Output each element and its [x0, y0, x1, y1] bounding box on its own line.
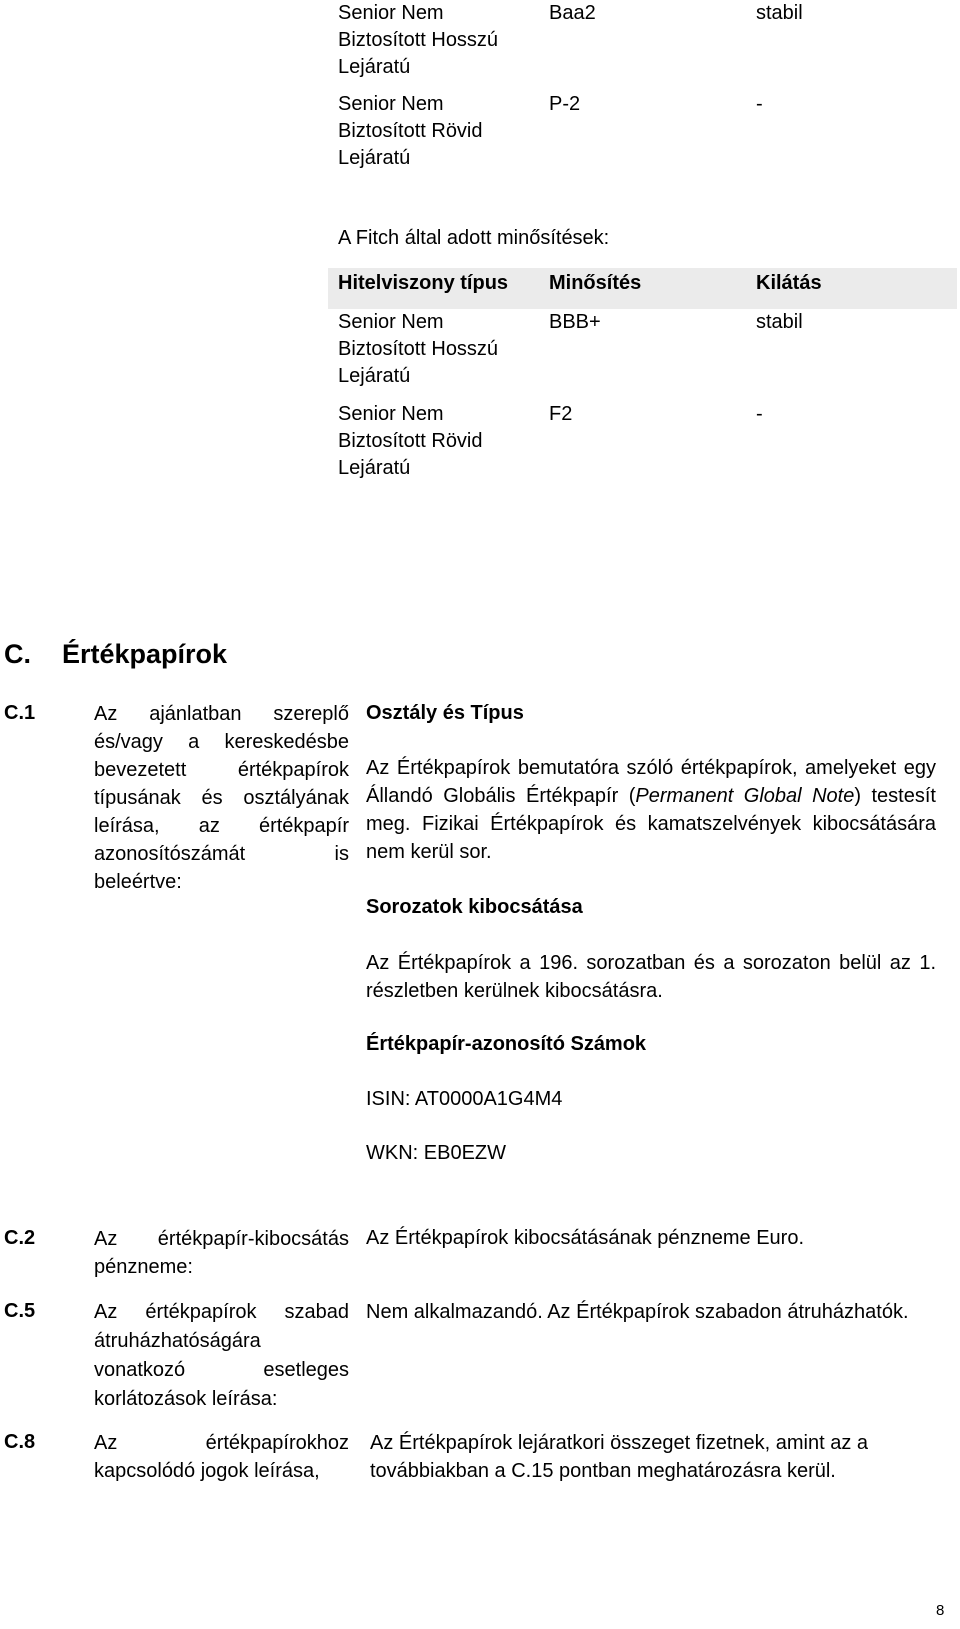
item-c5-label: Az értékpapírok szabad átruházhatóságára vonatkozó esetleges korlátozások leírása: [94, 1301, 349, 1410]
fitch-header-type: Hitelviszony típus [338, 272, 509, 294]
fitch-row-1-type: Senior Nem Biztosított Hosszú Lejáratú [338, 311, 499, 387]
item-c1-label: Az ajánlatban szereplő és/vagy a kereskedésbe bevezetett értékpapírok típusának és osztályának leírása, az értékpapír azonosítószámát is beleértve: [94, 703, 349, 893]
item-c5-number: C.5 [4, 1300, 36, 1322]
fitch-header-rating: Minősítés [549, 272, 642, 294]
c1-heading-series: Sorozatok kibocsátása [366, 896, 583, 918]
item-c1-number: C.1 [4, 702, 36, 724]
item-c2-label: Az értékpapír-kibocsátás pénzneme: [94, 1228, 349, 1278]
section-letter: C. [4, 639, 31, 669]
fitch-row-2-rating: F2 [549, 403, 573, 425]
top-row-2-outlook: - [756, 93, 763, 115]
fitch-row-1-outlook: stabil [756, 311, 803, 333]
top-row-1-outlook: stabil [756, 2, 803, 24]
fitch-caption: A Fitch által adott minősítések: [338, 227, 610, 249]
top-row-2-rating: P-2 [549, 93, 581, 115]
item-c8-number: C.8 [4, 1431, 36, 1453]
top-row-1-rating: Baa2 [549, 2, 596, 24]
fitch-header-outlook: Kilátás [756, 272, 822, 294]
fitch-row-2-type: Senior Nem Biztosított Rövid Lejáratú [338, 403, 483, 479]
page-number: 8 [936, 1602, 945, 1619]
section-title: Értékpapírok [62, 639, 228, 669]
item-c5-text: Nem alkalmazandó. Az Értékpapírok szabadon átruházhatók. [366, 1301, 909, 1323]
top-row-1-type: Senior Nem Biztosított Hosszú Lejáratú [338, 2, 499, 78]
c1-heading-ids: Értékpapír-azonosító Számok [366, 1033, 647, 1055]
c1-text-class: Az Értékpapírok bemutatóra szóló értékpapírok, amelyeket egy Állandó Globális Értékpapír (Permanent Global Note) testesít meg. Fizikai Értékpapírok és kamatszelvények kibocsátására nem kerül sor. [366, 757, 936, 863]
item-c8-label: Az értékpapírokhoz kapcsolódó jogok leírása, [94, 1432, 349, 1482]
item-c2-number: C.2 [4, 1227, 36, 1249]
c1-wkn: WKN: EB0EZW [366, 1142, 507, 1164]
fitch-row-1-rating: BBB+ [549, 311, 601, 333]
c1-text-class-italic: Permanent Global Note [635, 785, 855, 807]
fitch-row-2-outlook: - [756, 403, 763, 425]
c1-heading-class: Osztály és Típus [366, 702, 524, 724]
c1-text-series: Az Értékpapírok a 196. sorozatban és a sorozaton belül az 1. részletben kerülnek kibocsátásra. [366, 952, 936, 1002]
top-row-2-type: Senior Nem Biztosított Rövid Lejáratú [338, 93, 483, 169]
c1-isin: ISIN: AT0000A1G4M4 [366, 1088, 563, 1110]
item-c8-text: Az Értékpapírok lejáratkori összeget fizetnek, amint az a továbbiakban a C.15 pontban meghatározásra kerül. [370, 1432, 869, 1482]
item-c2-text: Az Értékpapírok kibocsátásának pénzneme Euro. [366, 1227, 805, 1249]
